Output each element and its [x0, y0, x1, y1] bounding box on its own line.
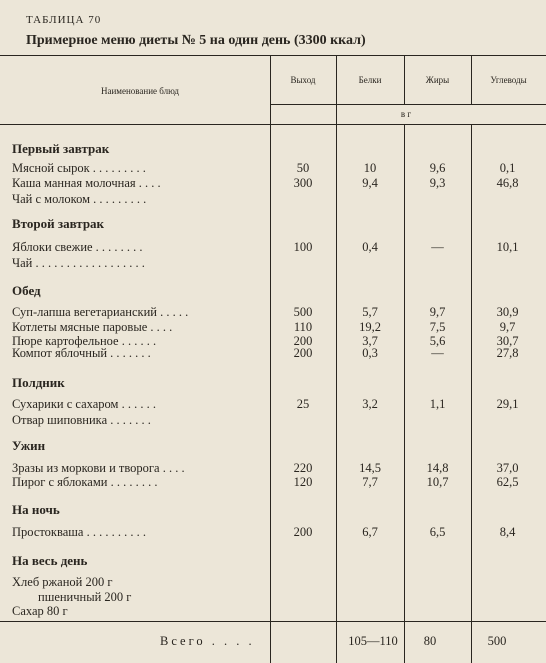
- cell-output: 300: [293, 176, 313, 190]
- total-label: Всего . . . .: [160, 634, 255, 648]
- section-title: Второй завтрак: [12, 216, 105, 231]
- cell-fat: —: [431, 346, 444, 360]
- cell-protein: 5,7: [362, 305, 378, 319]
- dish-name: пшеничный 200 г: [38, 590, 132, 604]
- cell-fat: —: [431, 240, 444, 254]
- section-title: Полдник: [12, 375, 65, 390]
- cell-carbs: 8,4: [499, 525, 516, 539]
- cell-protein: 9,4: [362, 176, 378, 190]
- table-title: Примерное меню диеты № 5 на один день (3300 ккал): [26, 33, 366, 48]
- cell-carbs: 62,5: [496, 475, 519, 489]
- total-protein: 105—110: [348, 634, 398, 648]
- table-label: ТАБЛИЦА 70: [26, 14, 102, 26]
- cell-output: 200: [293, 525, 313, 539]
- cell-protein: 14,5: [359, 461, 381, 475]
- cell-output: 100: [293, 240, 313, 254]
- dish-name: Чай . . . . . . . . . . . . . . . . . .: [12, 256, 145, 270]
- header-fat: Жиры: [425, 75, 450, 85]
- dish-name: Мясной сырок . . . . . . . . .: [12, 161, 146, 175]
- section-title: На ночь: [12, 502, 60, 517]
- total-carbs: 500: [487, 634, 507, 648]
- header-protein: Белки: [358, 75, 382, 85]
- cell-carbs: 29,1: [496, 397, 519, 411]
- cell-output: 500: [293, 305, 313, 319]
- cell-fat: 5,6: [429, 334, 446, 348]
- dish-name: Пирог с яблоками . . . . . . . .: [12, 475, 158, 489]
- cell-fat: 7,5: [429, 320, 446, 334]
- cell-carbs: 30,7: [496, 334, 519, 348]
- cell-output: 200: [293, 346, 313, 360]
- cell-protein: 10: [363, 161, 377, 175]
- unit-row-rule: [270, 104, 546, 105]
- cell-protein: 3,7: [362, 334, 378, 348]
- cell-carbs: 0,1: [499, 161, 516, 175]
- dish-name: Пюре картофельное . . . . . .: [12, 334, 157, 348]
- cell-fat: 9,7: [429, 305, 446, 319]
- cell-fat: 6,5: [429, 525, 446, 539]
- dish-name: Хлеб ржаной 200 г: [12, 575, 113, 589]
- col-rule-fat-lower: [404, 125, 405, 663]
- dish-name: Отвар шиповника . . . . . . .: [12, 413, 151, 427]
- dish-name: Простокваша . . . . . . . . . .: [12, 525, 146, 539]
- cell-protein: 7,7: [362, 475, 378, 489]
- cell-output: 200: [293, 334, 313, 348]
- col-rule-carbs-lower: [471, 125, 472, 663]
- cell-output: 220: [293, 461, 313, 475]
- dish-name: Зразы из моркови и творога . . . .: [12, 461, 185, 475]
- header-name: Наименование блюд: [100, 86, 179, 96]
- cell-carbs: 37,0: [496, 461, 519, 475]
- dish-name: Компот яблочный . . . . . . .: [12, 346, 151, 360]
- cell-protein: 0,4: [362, 240, 378, 254]
- cell-fat: 14,8: [426, 461, 449, 475]
- header-unit: в г: [400, 109, 412, 119]
- header-top-rule: [0, 55, 546, 56]
- dish-name: Котлеты мясные паровые . . . .: [12, 320, 173, 334]
- header-bottom-rule: [0, 124, 546, 125]
- cell-protein: 3,2: [362, 397, 378, 411]
- cell-protein: 6,7: [362, 525, 378, 539]
- dish-name: Яблоки свежие . . . . . . . .: [12, 240, 143, 254]
- cell-carbs: 30,9: [496, 305, 519, 319]
- section-title: Обед: [12, 283, 41, 298]
- dish-name: Чай с молоком . . . . . . . . .: [12, 192, 147, 206]
- dish-name: Суп-лапша вегетарианский . . . . .: [12, 305, 189, 319]
- header-carbs: Углеводы: [490, 75, 527, 85]
- dish-name: Сахар 80 г: [12, 604, 68, 618]
- cell-protein: 19,2: [359, 320, 381, 334]
- total-fat: 80: [423, 634, 437, 648]
- cell-carbs: 27,8: [496, 346, 519, 360]
- section-title: На весь день: [12, 553, 88, 568]
- cell-output: 25: [296, 397, 310, 411]
- dish-name: Сухарики с сахаром . . . . . .: [12, 397, 156, 411]
- header-output: Выход: [290, 75, 316, 85]
- section-title: Первый завтрак: [12, 141, 110, 156]
- cell-fat: 10,7: [426, 475, 449, 489]
- cell-carbs: 9,7: [499, 320, 516, 334]
- cell-carbs: 10,1: [496, 240, 519, 254]
- cell-protein: 0,3: [362, 346, 378, 360]
- cell-fat: 9,3: [429, 176, 446, 190]
- section-title: Ужин: [12, 438, 46, 453]
- col-rule-protein: [336, 56, 337, 663]
- dish-name: Каша манная молочная . . . .: [12, 176, 161, 190]
- total-top-rule: [0, 621, 546, 622]
- cell-carbs: 46,8: [496, 176, 519, 190]
- cell-fat: 9,6: [429, 161, 446, 175]
- cell-output: 120: [293, 475, 313, 489]
- cell-output: 50: [296, 161, 310, 175]
- cell-output: 110: [293, 320, 313, 334]
- cell-fat: 1,1: [429, 397, 446, 411]
